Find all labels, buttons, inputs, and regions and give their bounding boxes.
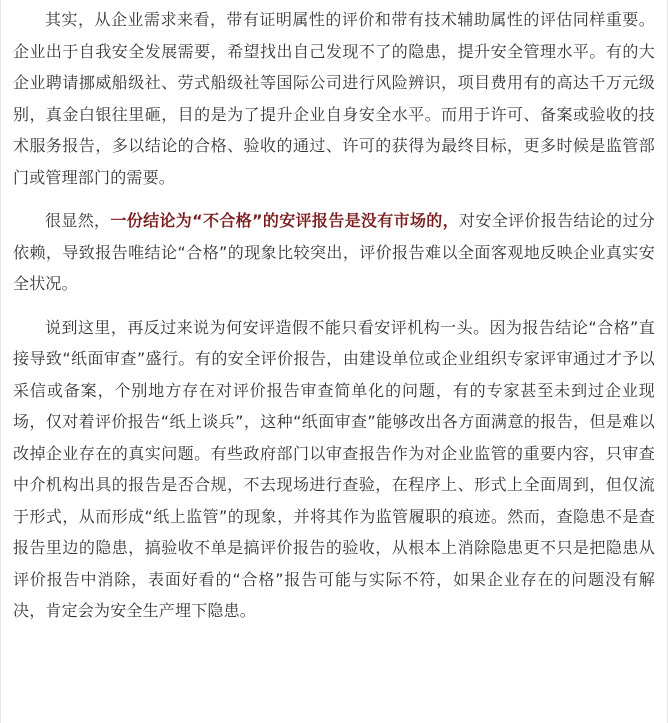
paragraph-paper-review (13, 312, 655, 627)
paragraph-text: 很显然， (45, 211, 111, 230)
paragraph-text: 其实，从企业需求来看，带有证明属性的评价和带有技术辅助属性的评估同样重要。企业出于自我安全发展需要，希望找出自己发现不了的隐患，提升安全管理水平。有的大企业聘请挪威船级社、劳式船级社等国际公司进行风险辨识，项目费用有的高达千万元级别，真金白银往里砸，目的是为了提升企业自身安全水平。而用于许可、备案或验收的技术服务报告，多以结论的合格、验收的通过、许可的获得为最终目标，更多时候是监管部门或管理部门的需要。 (13, 10, 655, 187)
paragraph-text: 对安全评价报告结论的过分依赖，导致报告唯结论“合格”的现象比较突出，评价报告难以全面客观地反映企业真实安全状况。 (13, 211, 655, 293)
paragraph-text: 说到这里，再反过来说为何安评造假不能只看安评机构一头。因为报告结论“合格”直接导致“纸面审查”盛行。有的安全评价报告，由建设单位或企业组织专家评审通过才予以采信或备案，个别地方存在对评价报告审查简单化的问题，有的专家甚至未到过企业现场，仅对着评价报告“纸上谈兵”，这种“纸面审查”能够改出各方面满意的报告，但是难以改掉企业存在的真实问题。有些政府部门以审查报告作为对企业监管的重要内容，只审查中介机构出具的报告是否合规，不去现场进行查验，在程序上、形式上全面周到，但仅流于形式，从而形成“纸上监管”的现象，并将其作为监管履职的痕迹。然而，查隐患不是查报告里边的隐患，搞验收不单是搞评价报告的验收，从根本上消除隐患更不只是把隐患从评价报告中消除，表面好看的“合格”报告可能与实际不符，如果企业存在的问题没有解决，肯定会为安全生产埋下隐患。 (13, 317, 655, 620)
emphasized-statement: 一份结论为“不合格”的安评报告是没有市场的， (110, 211, 459, 230)
paragraph-report-conclusion (13, 205, 655, 300)
paragraph-enterprise-demand (13, 4, 655, 193)
